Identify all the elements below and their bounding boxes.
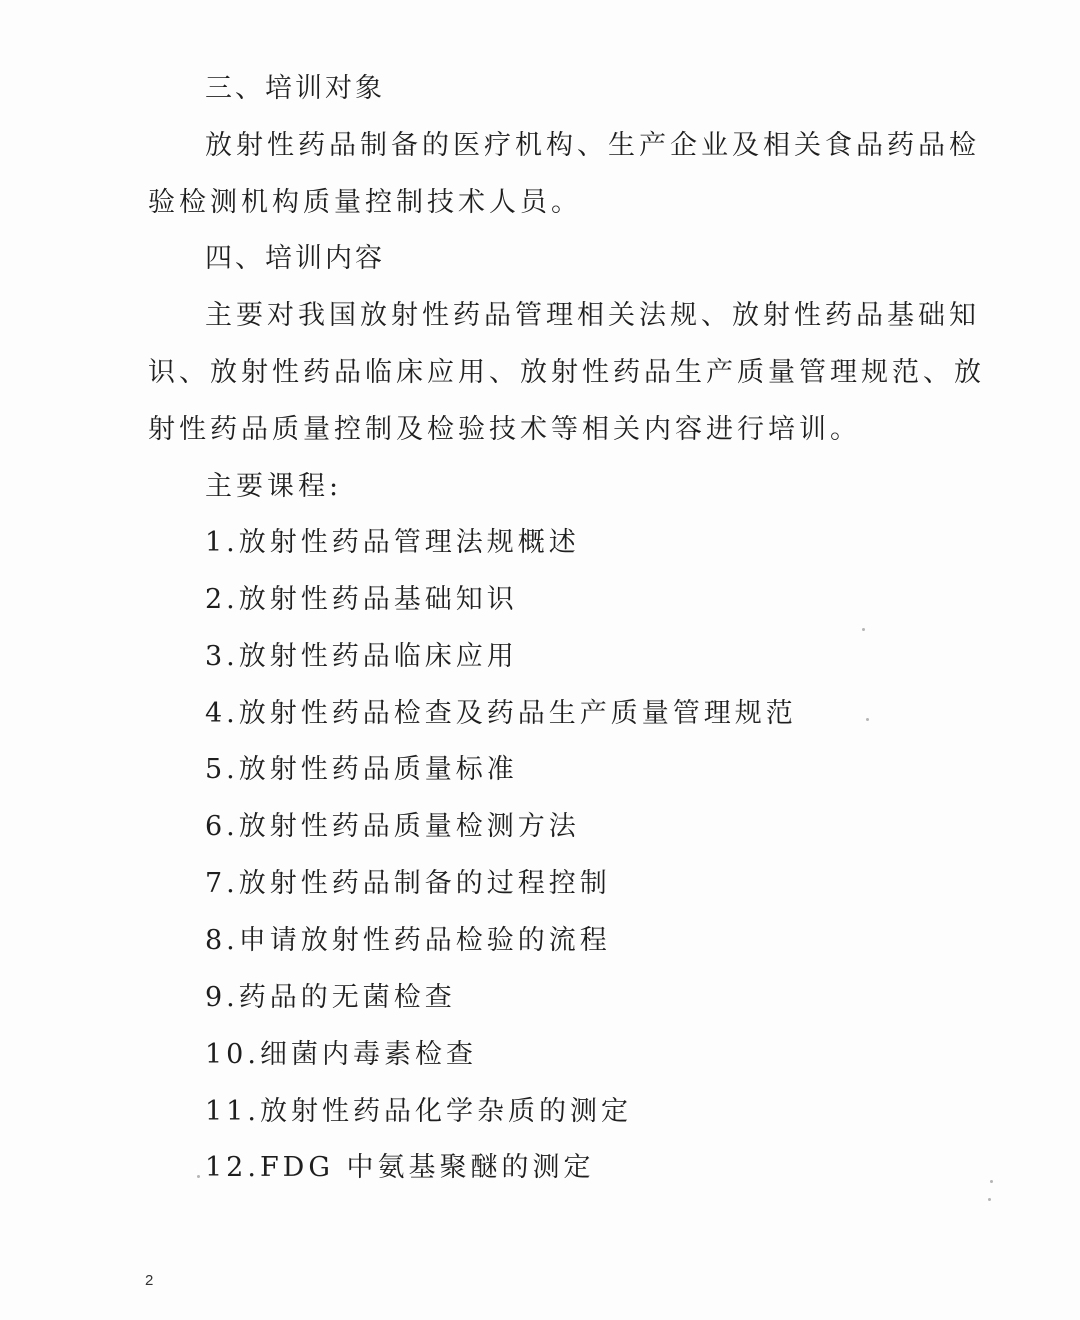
course-item-4: 4.放射性药品检查及药品生产质量管理规范 [205,698,797,729]
courses-label: 主要课程: [205,471,343,502]
section-3-line-2: 验检测机构质量控制技术人员。 [148,187,582,218]
section-4-line-3: 射性药品质量控制及检验技术等相关内容进行培训。 [148,414,861,445]
section-3-line-1: 放射性药品制备的医疗机构、生产企业及相关食品药品检 [205,130,980,161]
course-item-8: 8.申请放射性药品检验的流程 [205,925,611,956]
course-item-12: 12.FDG 中氨基聚醚的测定 [205,1152,595,1183]
scan-speck [197,1175,200,1178]
course-item-3: 3.放射性药品临床应用 [205,641,518,672]
scan-speck [990,1180,993,1183]
section-4-line-2: 识、放射性药品临床应用、放射性药品生产质量管理规范、放 [148,357,985,388]
section-3-heading: 三、培训对象 [205,73,385,104]
scan-speck [866,718,869,721]
course-item-1: 1.放射性药品管理法规概述 [205,527,580,558]
scan-speck [862,628,865,631]
course-item-7: 7.放射性药品制备的过程控制 [205,868,611,899]
course-item-5: 5.放射性药品质量标准 [205,754,518,785]
course-item-10: 10.细菌内毒素检查 [205,1039,477,1070]
course-item-6: 6.放射性药品质量检测方法 [205,811,580,842]
scan-speck [988,1198,991,1201]
page-number: 2 [145,1272,154,1289]
section-4-heading: 四、培训内容 [205,243,385,274]
course-item-11: 11.放射性药品化学杂质的测定 [205,1096,632,1127]
course-item-2: 2.放射性药品基础知识 [205,584,518,615]
course-item-9: 9.药品的无菌检查 [205,982,456,1013]
section-4-line-1: 主要对我国放射性药品管理相关法规、放射性药品基础知 [205,300,980,331]
